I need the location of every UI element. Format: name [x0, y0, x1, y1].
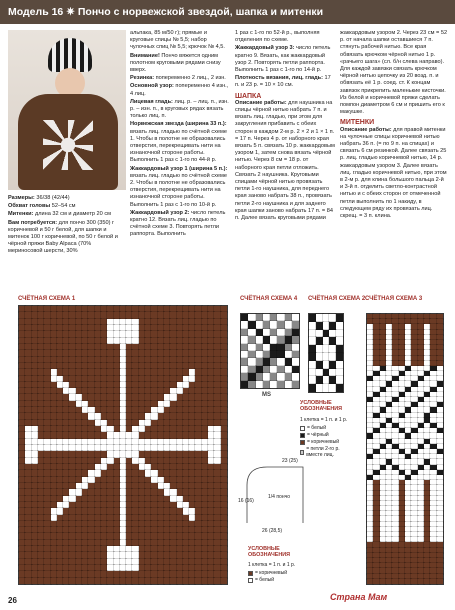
black-swatch	[300, 433, 305, 438]
chart-cell	[336, 314, 343, 322]
chart-cell	[316, 384, 323, 392]
chart-cell	[285, 321, 292, 328]
chart-cell	[277, 351, 284, 358]
page-number: 26	[8, 596, 17, 605]
paragraph-text: длина 32 см и диаметр 20 см	[33, 211, 111, 218]
chart-cell	[248, 321, 255, 328]
paragraph	[8, 220, 126, 256]
chart-cell	[263, 351, 270, 358]
chart-cell	[437, 579, 443, 584]
chart-cell	[241, 381, 248, 388]
chart-cell	[292, 336, 299, 343]
chart-cell	[248, 373, 255, 380]
paragraph	[8, 195, 126, 202]
chart-cell	[309, 353, 316, 361]
paragraph-text: 52–54 см	[50, 203, 76, 210]
legend-1-cell-text: 1 клетка = 1 п. и 1 р.	[300, 417, 348, 423]
chart-cell	[323, 353, 330, 361]
chart-cell	[263, 373, 270, 380]
chart-cell	[316, 330, 323, 338]
paragraph-label: Основной узор:	[130, 83, 174, 90]
chart-cell	[292, 381, 299, 388]
chart-cell	[263, 344, 270, 351]
chart-cell	[323, 322, 330, 330]
chart-cell	[285, 373, 292, 380]
paragraph-text: вязать лиц. гладью по счётной схеме 2. Чтобы в полотне не образовались отверстия, перекрещивать нити на изнаночной стороне работы. Выполнить 1 раз с 1-го по 10-й р.	[130, 172, 227, 208]
chart-cell	[336, 330, 343, 338]
paragraph	[130, 121, 230, 164]
paragraph	[235, 100, 335, 222]
paragraph	[235, 45, 335, 74]
chart-cell	[336, 384, 343, 392]
paragraph-text: для наушника на спицы чёрной нитью набрать 7 п. и вязать лиц. гладью, при этом для закругления прибавить с обеих сторон в каждом 2-м р. 2 × 2 и 1 × 1 п. = 17 п. Через 4 р. от наборного края вязать 5 п. связать 10 р. жаккардовым узором 1, затем снова вязать чёрной нитью. Через 8 см = 18 р. от наборного края петли отложить. Связать 2 наушника. Круговыми спицами чёрной нитью провязать петли 1-го наушника, для переднего края заново набрать 38 п., провязать петли 2-го наушника и для заднего края шапки заново набрать 17 п. = 84 п. Далее вязать круговыми рядами	[235, 99, 335, 222]
chart-cell	[241, 336, 248, 343]
chart-cell	[248, 329, 255, 336]
chart-cell	[263, 381, 270, 388]
chart-cell	[270, 373, 277, 380]
chart-cell	[316, 369, 323, 377]
chart-1-grid	[18, 305, 228, 585]
paragraph-text: число петель кратно 9. Вязать, как жаккардовый узор 2. Повторять петли раппорта. Выполнить 1 раз с 1-го по 14-й р.	[235, 45, 331, 74]
chart-cell	[263, 329, 270, 336]
chart-cell	[285, 381, 292, 388]
chart-cell	[270, 358, 277, 365]
model-photo	[8, 30, 126, 190]
chart-cell	[323, 345, 330, 353]
paragraph-text: 36/38 (42/44)	[34, 195, 70, 201]
chart-cell	[277, 366, 284, 373]
legend-1-white	[300, 425, 326, 431]
chart-cell	[309, 369, 316, 377]
chart-3-grid	[366, 313, 444, 585]
chart-cell	[309, 384, 316, 392]
chart-cell	[270, 336, 277, 343]
chart-cell	[336, 337, 343, 345]
paragraph-label: Плотность вязания, лиц. гладь:	[235, 75, 323, 82]
pattern-size-label	[268, 494, 290, 500]
paragraph-text: 17 п. и 23 р. = 10 × 10 см.	[235, 75, 331, 89]
chart-cell	[270, 381, 277, 388]
chart-cell	[292, 314, 299, 321]
chart-4-title: СЧЁТНАЯ СХЕМА 4	[240, 296, 298, 302]
chart-cell	[316, 361, 323, 369]
chart-cell	[316, 322, 323, 330]
chart-cell	[256, 381, 263, 388]
chart-cell	[309, 361, 316, 369]
chart-1-title: СЧЁТНАЯ СХЕМА 1	[18, 296, 76, 302]
paragraph	[235, 30, 335, 44]
chart-cell	[248, 336, 255, 343]
chart-cell	[323, 369, 330, 377]
hat-illustration	[48, 38, 92, 72]
chart-cell	[309, 345, 316, 353]
legend-1-brown-text: = коричневый	[307, 439, 340, 445]
paragraph	[130, 30, 230, 52]
chart-cell	[263, 336, 270, 343]
paragraph-text: число петель кратно 12. Вязать лиц. гладью по счётной схеме 3. Повторять петли раппорта. Выполнить	[130, 209, 226, 238]
chart-cell	[329, 345, 336, 353]
chart-cell	[277, 381, 284, 388]
paragraph-label: Описание работы:	[235, 99, 287, 106]
paragraph-label: Описание работы:	[340, 126, 392, 133]
page-title: Модель 16 ✷ Пончо с норвежской звездой, шапка и митенки	[8, 6, 324, 18]
legend-1-white-text: = белый	[307, 425, 327, 431]
paragraph	[130, 99, 230, 121]
legend-1-cell	[300, 417, 347, 423]
paragraph-text: вязать лиц. гладью по счётной схеме 1. Чтобы в полотне не образовались отверстия, перекрещивать нити на изнаночной стороне работы. Выполнить 1 раз с 1-го по 44-й р.	[130, 128, 227, 164]
paragraph-label: Митенки:	[8, 211, 34, 218]
chart-cell	[309, 322, 316, 330]
chart-cell	[292, 373, 299, 380]
paragraph-text: альпака, 85 м/50 г); прямые и круговые спицы № 5,5; набор чулочных спиц № 5,5; крючок № 4,5.	[130, 30, 225, 51]
dim-b-text: 26 (28,5)	[262, 528, 283, 534]
chart-4-stitch-label: MS	[262, 392, 271, 398]
chart-cell	[277, 321, 284, 328]
section-heading: МИТЕНКИ	[340, 119, 375, 127]
chart-cell	[248, 358, 255, 365]
text-column-4	[340, 30, 448, 221]
paragraph	[340, 30, 448, 116]
chart-cell	[329, 314, 336, 322]
chart-cell	[292, 329, 299, 336]
paragraph-label: Жаккардовый узор 2:	[130, 209, 190, 216]
legend-1-title: УСЛОВНЫЕ ОБОЗНАЧЕНИЯ	[300, 400, 343, 412]
chart-cell	[336, 322, 343, 330]
chart-cell	[263, 358, 270, 365]
chart-cell	[285, 366, 292, 373]
paragraph-label: Лицевая гладь:	[130, 98, 173, 105]
paragraph-label: Жаккардовый узор 1 (ширина 5 п.):	[130, 165, 228, 172]
chart-cell	[309, 337, 316, 345]
chart-cell	[270, 321, 277, 328]
chart-cell	[292, 344, 299, 351]
legend-2-white-text: = белый	[255, 577, 275, 583]
chart-cell	[285, 344, 292, 351]
chart-cell	[329, 322, 336, 330]
chart-cell	[323, 337, 330, 345]
section-heading: ШАПКА	[235, 92, 262, 100]
chart-cell	[329, 361, 336, 369]
chart-3-title: СЧЁТНАЯ СХЕМА 3	[365, 296, 423, 302]
chart-cell	[323, 384, 330, 392]
chart-cell	[256, 358, 263, 365]
chart-2-grid	[308, 313, 344, 393]
chart-cell	[241, 351, 248, 358]
chart-cell	[336, 361, 343, 369]
chart-cell	[241, 366, 248, 373]
chart-cell	[248, 381, 255, 388]
paragraph-label: Резинка:	[130, 75, 155, 82]
legend-2-brown	[248, 570, 287, 576]
chart-cell	[285, 329, 292, 336]
chart-cell	[277, 336, 284, 343]
chart-cell	[329, 369, 336, 377]
chart-cell	[263, 321, 270, 328]
paragraph-label: Обхват головы	[8, 203, 51, 210]
legend-1-black-text: = чёрный	[307, 432, 329, 438]
brown-swatch-2	[248, 571, 253, 576]
paragraph	[130, 53, 230, 75]
paragraph	[130, 75, 230, 82]
paragraph-text: 1 раз с 1-го по 52-й р., выполняя отделения по схеме.	[235, 30, 320, 44]
paragraph-text: для пончо 300 (350) г коричневой и 50 г белой, для шапки и митенок 100 г коричневой, по 50 г белой и чёрной пряжи Baby Alpaca (70% мериносовой шерсти, 30%	[8, 219, 118, 255]
chart-cell	[256, 351, 263, 358]
chart-cell	[263, 366, 270, 373]
chart-cell	[256, 344, 263, 351]
chart-cell	[256, 373, 263, 380]
paragraph-label: Вам потребуется:	[8, 219, 58, 226]
chart-cell	[329, 384, 336, 392]
paragraph-text: жаккардовым узором 2. Через 23 см = 52 р. от начала шапки оставшиеся 7 п. стянуть рабочей нитью. Все края обвязать крючком чёрной нитью 1 р. «рачьего шага» (сл. б/н слева направо). Для каждой завязки связать крючком чёрной нитью цепочку из 20 возд. п. и обвязать её 1 р. соед. ст. К концам завязок прикрепить маленькие кисточки. Из белой и коричневой пряжи сделать помпон диаметром 6 см и пришить его к макушке.	[340, 30, 448, 116]
chart-cell	[277, 344, 284, 351]
dim-c-text: 16 (16)	[238, 498, 254, 504]
legend-1-black	[300, 432, 329, 438]
paragraph	[235, 75, 335, 89]
chart-cell	[329, 376, 336, 384]
paragraph-text: лиц. р. – лиц. п., изн. р. – изн. п., в круговых рядах вязать только лиц. п.	[130, 98, 229, 120]
chart-cell	[309, 330, 316, 338]
chart-cell	[316, 314, 323, 322]
chart-cell	[241, 321, 248, 328]
paragraph-text: Пончо вяжется одним полотном круговыми рядами снизу вверх.	[130, 52, 221, 74]
paragraph-label: Жаккардовый узор 3:	[235, 45, 295, 52]
chart-cell	[285, 314, 292, 321]
legend-1-brown	[300, 439, 339, 445]
dim-c	[238, 498, 254, 504]
white-swatch-2	[248, 578, 253, 583]
chart-cell	[285, 358, 292, 365]
chart-cell	[241, 329, 248, 336]
chart-cell	[309, 376, 316, 384]
paragraph-text: попеременно 4 изн., 4 лиц.	[130, 83, 229, 97]
chart-cell	[221, 578, 227, 584]
chart-cell	[256, 336, 263, 343]
legend-1-sep	[300, 446, 352, 458]
chart-cell	[316, 376, 323, 384]
chart-cell	[323, 330, 330, 338]
chart-cell	[329, 337, 336, 345]
text-column-1	[8, 195, 126, 257]
chart-cell	[336, 353, 343, 361]
chart-cell	[292, 321, 299, 328]
legend-2-white	[248, 577, 274, 583]
dim-a	[282, 458, 298, 464]
paragraph	[8, 203, 126, 210]
paragraph	[130, 166, 230, 209]
legend-2-title: УСЛОВНЫЕ ОБОЗНАЧЕНИЯ	[248, 546, 291, 558]
chart-cell	[270, 366, 277, 373]
chart-cell	[248, 351, 255, 358]
chart-cell	[270, 329, 277, 336]
star-pattern-icon	[43, 120, 93, 170]
chart-cell	[316, 337, 323, 345]
chart-cell	[336, 376, 343, 384]
chart-cell	[248, 344, 255, 351]
chart-cell	[323, 361, 330, 369]
dim-b	[262, 528, 282, 534]
paragraph	[130, 83, 230, 97]
text-column-3	[235, 30, 335, 223]
chart-cell	[316, 345, 323, 353]
chart-4-grid	[240, 313, 300, 389]
legend-2-cell-text: 1 клетка = 1 п. и 1 р.	[248, 562, 296, 568]
chart-2-title: СЧЁТНАЯ СХЕМА 2	[308, 296, 366, 302]
chart-cell	[277, 329, 284, 336]
chart-cell	[316, 353, 323, 361]
brown-swatch	[300, 440, 305, 445]
chart-cell	[270, 351, 277, 358]
paragraph-label: Размеры:	[8, 195, 35, 201]
chart-cell	[336, 369, 343, 377]
text-column-2	[130, 30, 230, 240]
paragraph	[8, 211, 126, 218]
chart-cell	[263, 314, 270, 321]
chart-cell	[292, 366, 299, 373]
chart-cell	[329, 353, 336, 361]
chart-cell	[323, 314, 330, 322]
legend-1-sep-text: = петли 2-го р. вместе лиц.	[306, 446, 340, 458]
paragraph-text: для правой митенки на чулочные спицы коричневой нитью набрать 36 п. (= по 9 п. на спицах) и связать 6 см резинкой. Далее связать 25 р. лиц. гладью коричневой нитью, 14 р. жаккардовым узором 3. Далее вязать лиц. гладью коричневой нитью, при этом в 2-м р. для клина большого пальца 2-й и 3-й п. отделить светло-контрастной нитью и с обеих сторон от отмеченной петли выполнить по 1 накиду, в следующем ряду их провязать лиц. скрещ. = 3 п. клина.	[340, 126, 447, 220]
chart-cell	[285, 336, 292, 343]
chart-cell	[241, 344, 248, 351]
chart-cell	[277, 358, 284, 365]
paragraph-label: Внимание!	[130, 52, 160, 59]
legend-2-brown-text: = коричневый	[255, 570, 288, 576]
chart-cell	[292, 358, 299, 365]
brand-watermark: Страна Мам	[330, 592, 388, 602]
chart-cell	[256, 366, 263, 373]
chart-cell	[309, 314, 316, 322]
white-swatch	[300, 426, 305, 431]
chart-cell	[241, 314, 248, 321]
dim-a-text: 23 (25)	[282, 458, 298, 464]
chart-cell	[329, 330, 336, 338]
chart-cell	[270, 344, 277, 351]
sep-swatch	[300, 450, 304, 455]
chart-cell	[292, 351, 299, 358]
chart-cell	[241, 373, 248, 380]
chart-cell	[256, 321, 263, 328]
chart-cell	[256, 329, 263, 336]
chart-cell	[248, 366, 255, 373]
paragraph-text: попеременно 2 лиц., 2 изн.	[154, 75, 226, 82]
chart-cell	[285, 351, 292, 358]
legend-2-cell	[248, 562, 295, 568]
chart-cell	[241, 358, 248, 365]
chart-cell	[277, 314, 284, 321]
paragraph	[340, 127, 448, 221]
chart-cell	[248, 314, 255, 321]
chart-cell	[277, 373, 284, 380]
chart-cell	[270, 314, 277, 321]
header-bar	[0, 0, 455, 24]
chart-cell	[256, 314, 263, 321]
pattern-size-text: 1/4 пончо	[268, 494, 290, 500]
chart-cell	[336, 345, 343, 353]
paragraph	[130, 210, 230, 239]
chart-cell	[323, 376, 330, 384]
paragraph-label: Норвежская звезда (ширина 33 п.):	[130, 121, 227, 128]
